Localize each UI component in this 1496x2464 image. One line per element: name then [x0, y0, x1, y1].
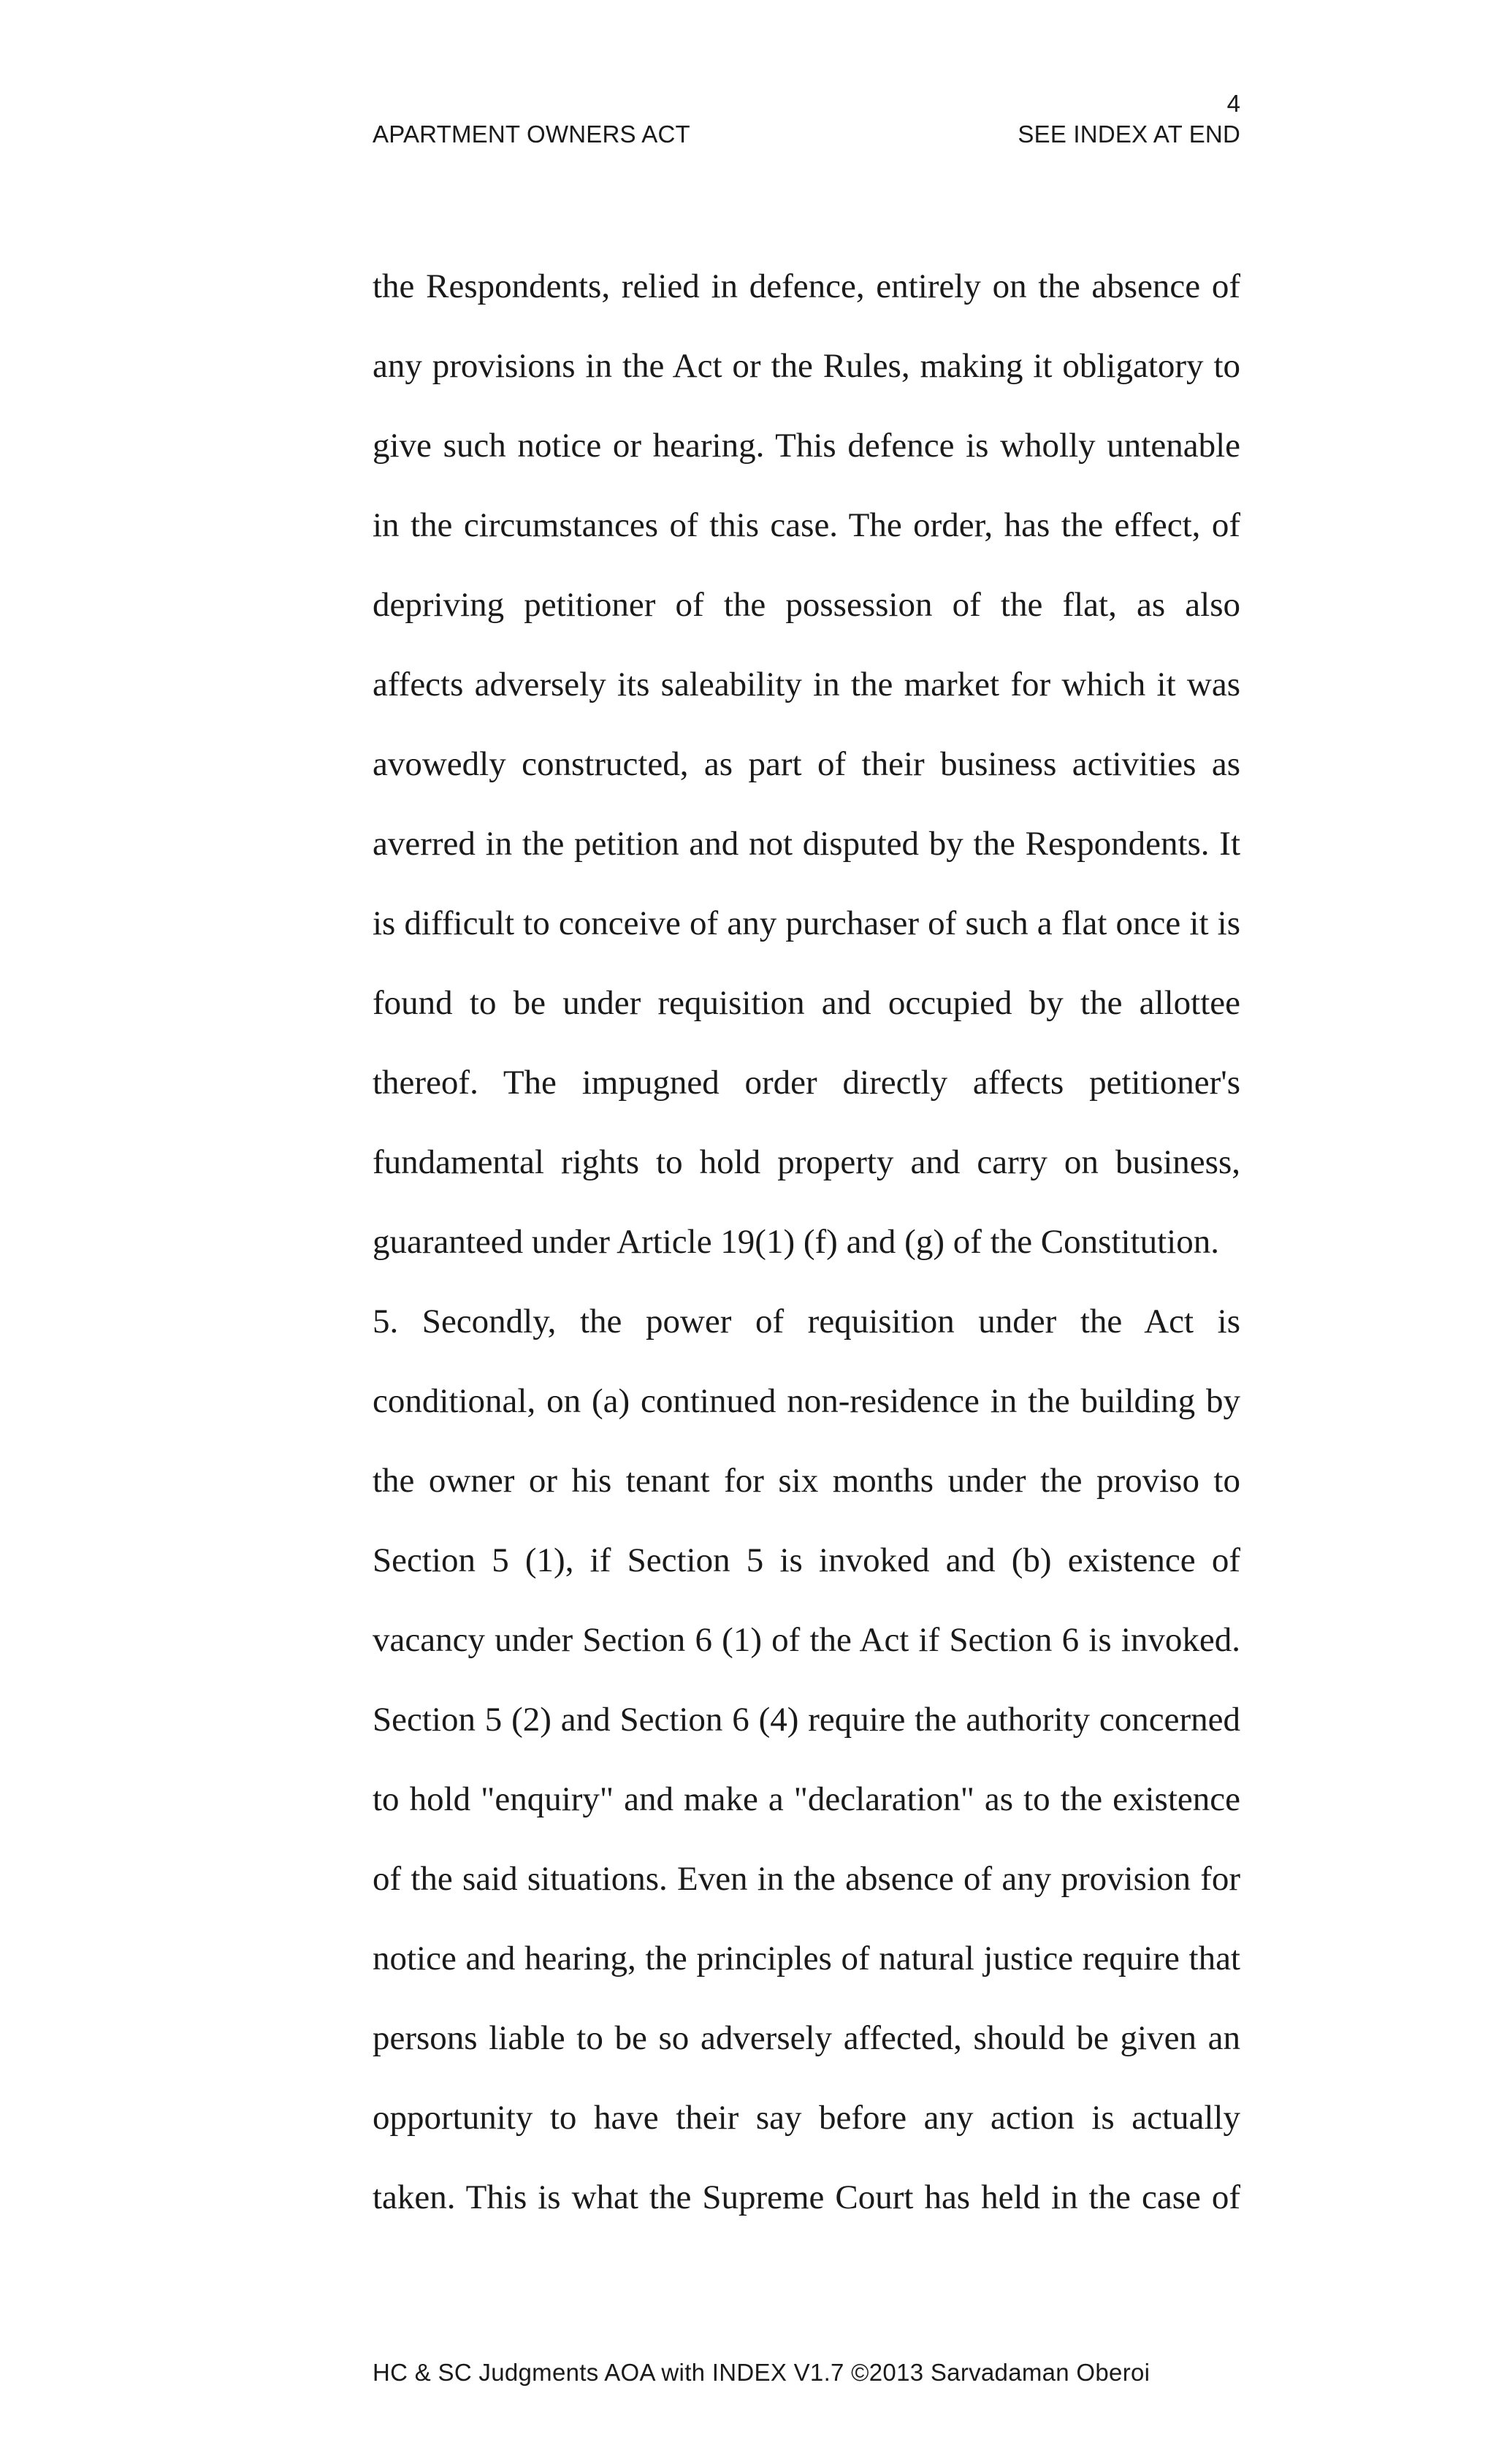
text-line: conditional, on (a) continued non-residence in the building by: [373, 1382, 1240, 1420]
text-line: notice and hearing, the principles of natural justice require that: [373, 1939, 1240, 1977]
text-line: give such notice or hearing. This defence is wholly untenable: [373, 427, 1240, 465]
text-line: Section 5 (1), if Section 5 is invoked and (b) existence of: [373, 1541, 1240, 1579]
running-header-title: APARTMENT OWNERS ACT: [373, 121, 690, 148]
judgment-body-text: [373, 263, 1240, 2254]
text-line: fundamental rights to hold property and carry on business,: [373, 1143, 1240, 1181]
text-line: avowedly constructed, as part of their business activities as: [373, 745, 1240, 783]
text-line: persons liable to be so adversely affected, should be given an: [373, 2019, 1240, 2057]
text-line: taken. This is what the Supreme Court has held in the case of: [373, 2178, 1240, 2216]
text-line: depriving petitioner of the possession of the flat, as also: [373, 586, 1240, 624]
page-footer: HC & SC Judgments AOA with INDEX V1.7 ©2013 Sarvadaman Oberoi: [373, 2359, 1150, 2386]
page-number: 4: [1226, 90, 1240, 117]
text-line: in the circumstances of this case. The order, has the effect, of: [373, 506, 1240, 544]
text-line: averred in the petition and not disputed by the Respondents. It: [373, 825, 1240, 863]
text-line-paragraph-end: guaranteed under Article 19(1) (f) and (g) of the Constitution.: [373, 1223, 1219, 1261]
text-line: affects adversely its saleability in the market for which it was: [373, 665, 1240, 703]
text-line: the owner or his tenant for six months under the proviso to: [373, 1462, 1240, 1500]
text-line: found to be under requisition and occupied by the allottee: [373, 984, 1240, 1022]
text-line: any provisions in the Act or the Rules, making it obligatory to: [373, 347, 1240, 385]
text-line-paragraph-start: 5. Secondly, the power of requisition under the Act is: [373, 1302, 1240, 1340]
text-line: is difficult to conceive of any purchaser of such a flat once it is: [373, 904, 1240, 942]
text-line: opportunity to have their say before any action is actually: [373, 2099, 1240, 2137]
text-line: the Respondents, relied in defence, entirely on the absence of: [373, 267, 1240, 305]
text-line: of the said situations. Even in the absence of any provision for: [373, 1860, 1240, 1898]
text-line: Section 5 (2) and Section 6 (4) require the authority concerned: [373, 1701, 1240, 1739]
text-line: to hold "enquiry" and make a "declaration" as to the existence: [373, 1780, 1240, 1818]
text-line: thereof. The impugned order directly affects petitioner's: [373, 1064, 1240, 1102]
text-line: vacancy under Section 6 (1) of the Act if Section 6 is invoked.: [373, 1621, 1240, 1659]
running-header-index-note: SEE INDEX AT END: [1018, 121, 1240, 148]
